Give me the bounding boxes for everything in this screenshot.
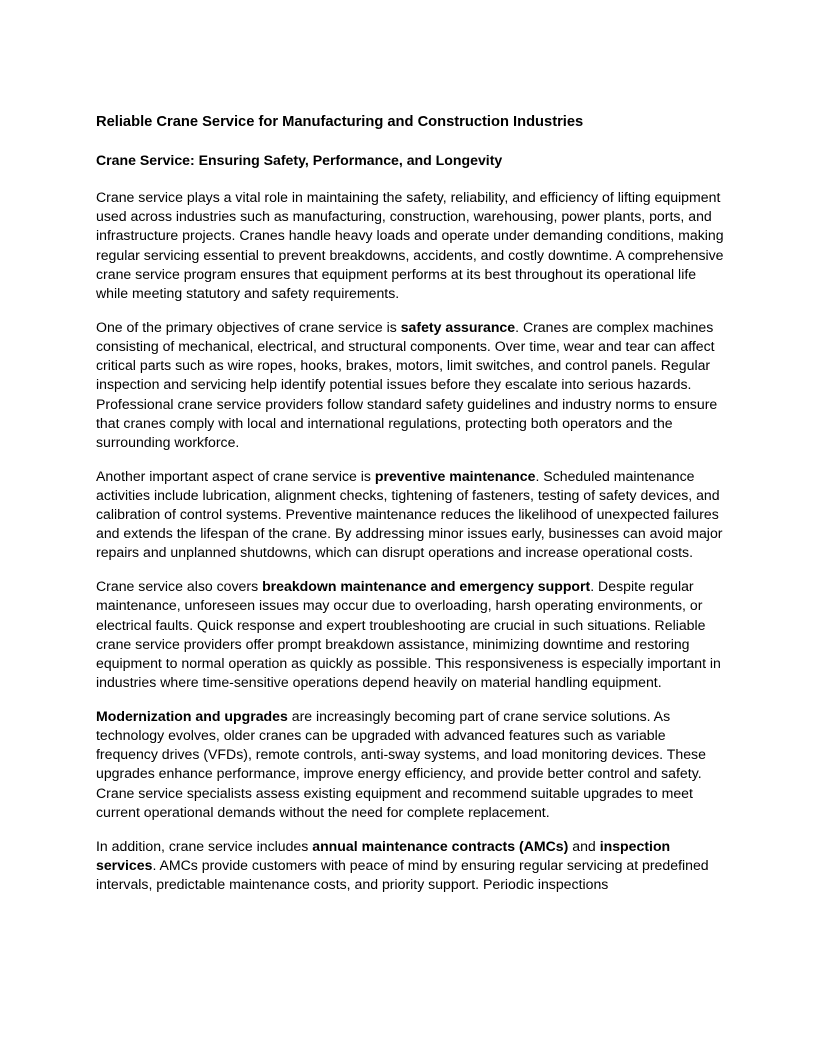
paragraph-safety	[96, 318, 724, 452]
paragraph-text: and	[568, 837, 600, 854]
paragraph-amc	[96, 837, 724, 895]
paragraph-text: Another important aspect of crane service is	[96, 467, 375, 484]
emphasis-term: preventive maintenance	[374, 467, 536, 484]
emphasis-term: annual maintenance contracts (AMCs)	[312, 837, 569, 854]
paragraph-text: . Despite regular maintenance, unforeseen issues may occur due to overloading, harsh operating environments, or electrical faults. Quick response and expert troubleshooting are crucial in such situations. Reliable crane service providers offer prompt breakdown assistance, minimizing downtime and restoring equipment to normal operation as quickly as possible. This responsiveness is especially important in industries where time-sensitive operations depend heavily on material handling equipment.	[96, 578, 721, 691]
document-page	[96, 112, 724, 909]
paragraph-breakdown	[96, 577, 724, 692]
paragraph-text: In addition, crane service includes	[96, 837, 313, 854]
emphasis-term: safety assurance	[400, 318, 516, 335]
paragraph-text: . Cranes are complex machines consisting of mechanical, electrical, and structural components. Over time, wear and tear can affect critical parts such as wire ropes, hooks, brakes, motors, limit switches, and control panels. Regular inspection and servicing help identify potential issues before they escalate into serious hazards. Professional crane service providers follow standard safety guidelines and industry norms to ensure that cranes comply with local and international regulations, protecting both operators and the surrounding workforce.	[96, 318, 718, 450]
page-title: Reliable Crane Service for Manufacturing and Construction Industries	[96, 114, 584, 130]
paragraph-text: One of the primary objectives of crane service is	[96, 318, 401, 335]
paragraph-text: . Scheduled maintenance activities include lubrication, alignment checks, tightening of fasteners, testing of safety devices, and calibration of control systems. Preventive maintenance reduces the likelihood of unexpected failures and extends the lifespan of the crane. By addressing minor issues early, businesses can avoid major repairs and unplanned shutdowns, which can disrupt operations and increase operational costs.	[96, 467, 723, 561]
section-heading: Crane Service: Ensuring Safety, Performance, and Longevity	[96, 152, 503, 168]
emphasis-term: inspection services	[96, 837, 671, 873]
paragraph-preventive	[96, 467, 724, 563]
paragraph-modernization	[96, 707, 724, 822]
paragraph-text: . AMCs provide customers with peace of mind by ensuring regular servicing at predefined intervals, predictable maintenance costs, and priority support. Periodic inspections	[96, 856, 709, 892]
paragraph-text: Crane service also covers	[96, 578, 263, 595]
emphasis-term: Modernization and upgrades	[96, 707, 288, 724]
paragraph-intro	[96, 188, 724, 303]
emphasis-term: breakdown maintenance and emergency support	[262, 578, 591, 595]
paragraph-text: are increasingly becoming part of crane service solutions. As technology evolves, older cranes can be upgraded with advanced features such as variable frequency drives (VFDs), remote controls, anti-sway systems, and load monitoring devices. These upgrades enhance performance, improve energy efficiency, and provide better control and safety. Crane service specialists assess existing equipment and recommend suitable upgrades to meet current operational demands without the need for complete replacement.	[96, 707, 706, 820]
paragraph-text: Crane service plays a vital role in maintaining the safety, reliability, and efficiency of lifting equipment used across industries such as manufacturing, construction, warehousing, power plants, ports, and infrastructure projects. Cranes handle heavy loads and operate under demanding conditions, making regular servicing essential to prevent breakdowns, accidents, and costly downtime. A comprehensive crane service program ensures that equipment performs at its best throughout its operational life while meeting statutory and safety requirements.	[96, 189, 724, 302]
